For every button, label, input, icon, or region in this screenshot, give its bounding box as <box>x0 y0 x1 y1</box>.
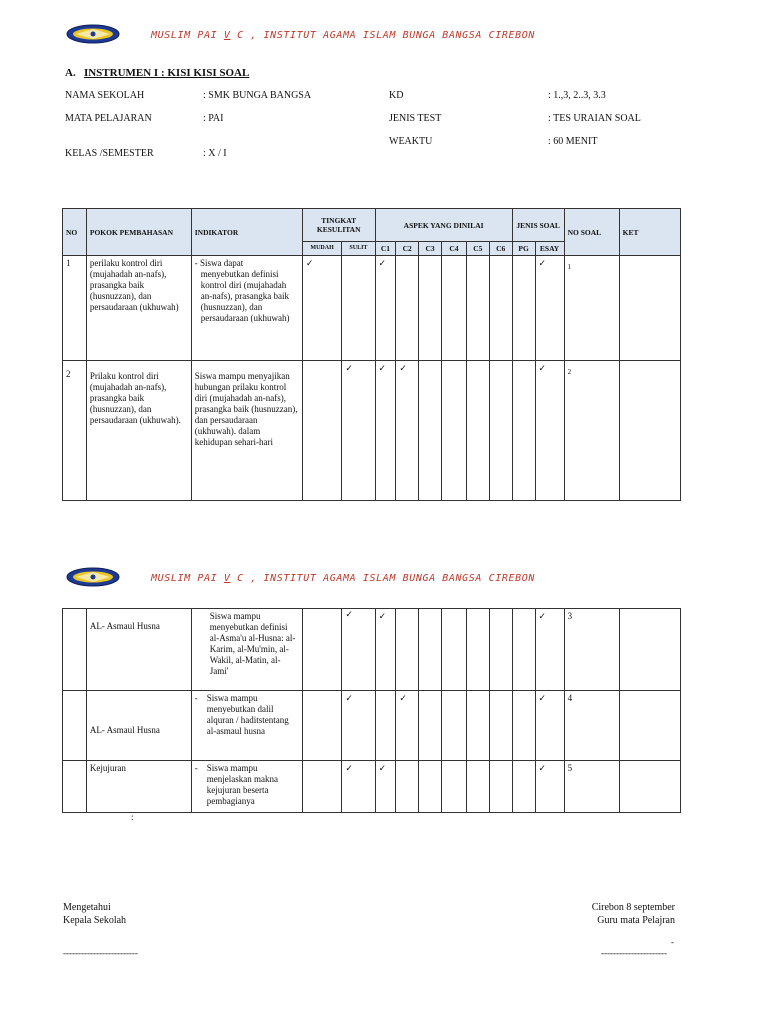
col-header-c6: C6 <box>489 242 512 256</box>
col-header-c2: C2 <box>396 242 419 256</box>
row-indikator <box>191 761 302 813</box>
table-row <box>63 609 681 691</box>
kd-label: KD <box>389 90 404 101</box>
col-header-c4: C4 <box>442 242 467 256</box>
header-title-part: C , INSTITUT AGAMA ISLAM BUNGA BANGSA CIREBON <box>230 30 535 41</box>
table-row <box>63 361 681 501</box>
school-value: : SMK BUNGA BANGSA <box>203 90 312 101</box>
check-esay: ✓ <box>535 761 564 813</box>
row-no-soal: 3 <box>564 609 619 691</box>
col-header-indikator: INDIKATOR <box>191 209 302 256</box>
cell-c3 <box>419 609 442 691</box>
subject-label: MATA PELAJARAN <box>65 113 152 124</box>
test-type-label: JENIS TEST <box>389 113 442 124</box>
col-header-pg: PG <box>512 242 535 256</box>
signature-line-left: ------------------------- <box>63 948 138 958</box>
cell-c3 <box>419 361 442 501</box>
cell-pg <box>512 691 535 761</box>
check-c2: ✓ <box>396 691 419 761</box>
section-letter: A. <box>65 67 76 79</box>
test-type-value: : TES URAIAN SOAL <box>548 113 641 124</box>
cell-c6 <box>489 609 512 691</box>
table-row <box>63 256 681 361</box>
header-title-part: C , INSTITUT AGAMA ISLAM BUNGA BANGSA CIREBON <box>230 573 535 584</box>
cell-ket <box>619 691 680 761</box>
check-c1: ✓ <box>375 256 396 361</box>
indikator-dash: - Siswa dapat <box>194 258 244 268</box>
cell-c3 <box>419 691 442 761</box>
indikator-dash: - <box>194 693 198 703</box>
col-header-aspek: ASPEK YANG DINILAI <box>375 209 512 242</box>
cell-c6 <box>489 761 512 813</box>
cell-ket <box>619 609 680 691</box>
signature-left <box>63 901 126 927</box>
check-sulit: ✓ <box>342 361 375 501</box>
col-header-ket: KET <box>619 209 680 256</box>
institute-logo <box>66 566 120 588</box>
col-header-sulit: SULIT <box>342 242 375 256</box>
check-c1: ✓ <box>375 361 396 501</box>
cell-mudah <box>302 609 341 691</box>
cell-c5 <box>466 361 489 501</box>
header-title-part: V <box>223 573 231 584</box>
header-title-part: MUSLIM PAI <box>151 573 224 584</box>
row-indikator <box>191 361 302 501</box>
cell-c4 <box>442 609 467 691</box>
colon-note: : <box>131 812 134 822</box>
subject-value: : PAI <box>203 113 224 124</box>
row-number <box>63 609 87 691</box>
col-header-mudah: MUDAH <box>302 242 341 256</box>
col-header-c3: C3 <box>419 242 442 256</box>
cell-mudah <box>302 361 341 501</box>
cell-c5 <box>466 691 489 761</box>
time-value: : 60 MENIT <box>548 136 598 147</box>
table-header-row <box>63 209 681 242</box>
row-no-soal: 4 <box>564 691 619 761</box>
row-number <box>63 691 87 761</box>
check-esay: ✓ <box>535 256 564 361</box>
col-header-jenis: JENIS SOAL <box>512 209 564 242</box>
section-title-text: INSTRUMEN I : KISI KISI SOAL <box>83 67 250 79</box>
row-indikator <box>191 256 302 361</box>
col-header-tingkat: TINGKAT KESULITAN <box>302 209 375 242</box>
cell-c2 <box>396 761 419 813</box>
check-esay: ✓ <box>535 691 564 761</box>
col-header-no: NO <box>63 209 87 256</box>
cell-c5 <box>466 256 489 361</box>
cell-c3 <box>419 761 442 813</box>
kisi-kisi-table-continued <box>62 608 681 813</box>
row-number: 2 <box>63 361 87 501</box>
header-title <box>151 30 535 41</box>
cell-c4 <box>442 361 467 501</box>
kisi-kisi-table <box>62 208 681 501</box>
acknowledged-label: Mengetahui <box>63 902 111 913</box>
signature-right <box>592 901 675 927</box>
kd-value: : 1.,3, 2..3, 3.3 <box>548 90 606 101</box>
cell-mudah <box>302 691 341 761</box>
section-title <box>65 67 249 79</box>
check-sulit: ✓ <box>342 761 375 813</box>
check-c2: ✓ <box>396 361 419 501</box>
col-header-c5: C5 <box>466 242 489 256</box>
cell-c6 <box>489 256 512 361</box>
cell-c1 <box>375 691 396 761</box>
indikator-text: Siswa mampu menyebutkan dalil alquran / haditstentang al-asmaul husna <box>206 693 289 736</box>
check-sulit: ✓ <box>342 691 375 761</box>
indikator-text: menyebutkan definisi kontrol diri (mujahadah an-nafs), prasangka baik (husnuzzan), dan persaudaraan (ukhuwah) <box>200 269 290 323</box>
cell-sulit <box>342 256 375 361</box>
cell-c6 <box>489 361 512 501</box>
cell-c5 <box>466 609 489 691</box>
cell-c3 <box>419 256 442 361</box>
cell-pg <box>512 256 535 361</box>
row-no-soal: 2 <box>564 361 619 501</box>
header-title-part: MUSLIM PAI <box>151 30 224 41</box>
cell-pg <box>512 361 535 501</box>
class-value: : X / I <box>203 148 227 159</box>
header-title-part: V <box>223 30 231 41</box>
principal-label: Kepala Sekolah <box>63 915 127 926</box>
institute-logo <box>66 23 120 45</box>
check-esay: ✓ <box>535 609 564 691</box>
cell-c4 <box>442 691 467 761</box>
check-c1: ✓ <box>375 761 396 813</box>
check-sulit: ✓ <box>342 609 375 691</box>
cell-ket <box>619 256 680 361</box>
teacher-label: Guru mata Pelajran <box>597 915 675 926</box>
row-pokok: Prilaku kontrol diri (mujahadah an-nafs), prasangka baik (husnuzzan), dan persaudaraan (ukhuwah). <box>86 361 191 501</box>
indikator-dash: - <box>194 763 198 773</box>
cell-pg <box>512 761 535 813</box>
check-esay: ✓ <box>535 361 564 501</box>
table-row <box>63 761 681 813</box>
row-number <box>63 761 87 813</box>
cell-c5 <box>466 761 489 813</box>
check-c1: ✓ <box>375 609 396 691</box>
table-row <box>63 691 681 761</box>
place-date: Cirebon 8 september <box>591 902 675 913</box>
class-label: KELAS /SEMESTER <box>65 148 154 159</box>
signature-tick: - <box>671 937 674 947</box>
cell-c6 <box>489 691 512 761</box>
col-header-esay: ESAY <box>535 242 564 256</box>
indikator-text: Siswa mampu menyajikan hubungan prilaku kontrol diri (mujahadah an-nafs), prasangka baik (husnuzzan), dan persaudaraan (ukhuwah). dalam kehidupan sehari-hari <box>194 371 298 447</box>
cell-c2 <box>396 609 419 691</box>
row-pokok: AL- Asmaul Husna <box>86 609 191 691</box>
cell-c4 <box>442 256 467 361</box>
col-header-c1: C1 <box>375 242 396 256</box>
check-mudah: ✓ <box>302 256 341 361</box>
row-no-soal: 1 <box>564 256 619 361</box>
row-pokok: AL- Asmaul Husna <box>86 691 191 761</box>
cell-pg <box>512 609 535 691</box>
row-pokok: perilaku kontrol diri (mujahadah an-nafs), prasangka baik (husnuzzan), dan persaudaraan (ukhuwah) <box>86 256 191 361</box>
col-header-pokok: POKOK PEMBAHASAN <box>86 209 191 256</box>
row-number: 1 <box>63 256 87 361</box>
cell-ket <box>619 761 680 813</box>
col-header-no-soal: NO SOAL <box>564 209 619 256</box>
cell-ket <box>619 361 680 501</box>
time-label: WEAKTU <box>389 136 433 147</box>
row-indikator <box>191 691 302 761</box>
indikator-text: Siswa mampu menyebutkan definisi al-Asma'u al-Husna: al-Karim, al-Mu'min, al-Wakil, al-Matin, al-Jami' <box>209 611 296 676</box>
row-pokok: Kejujuran <box>86 761 191 813</box>
cell-c4 <box>442 761 467 813</box>
cell-mudah <box>302 761 341 813</box>
cell-c2 <box>396 256 419 361</box>
row-indikator <box>191 609 302 691</box>
signature-line-right: ---------------------- <box>601 948 667 958</box>
indikator-text: Siswa mampu menjelaskan makna kejujuran beserta pembagianya <box>206 763 278 806</box>
header-title <box>151 573 535 584</box>
school-label: NAMA SEKOLAH <box>65 90 145 101</box>
row-no-soal: 5 <box>564 761 619 813</box>
